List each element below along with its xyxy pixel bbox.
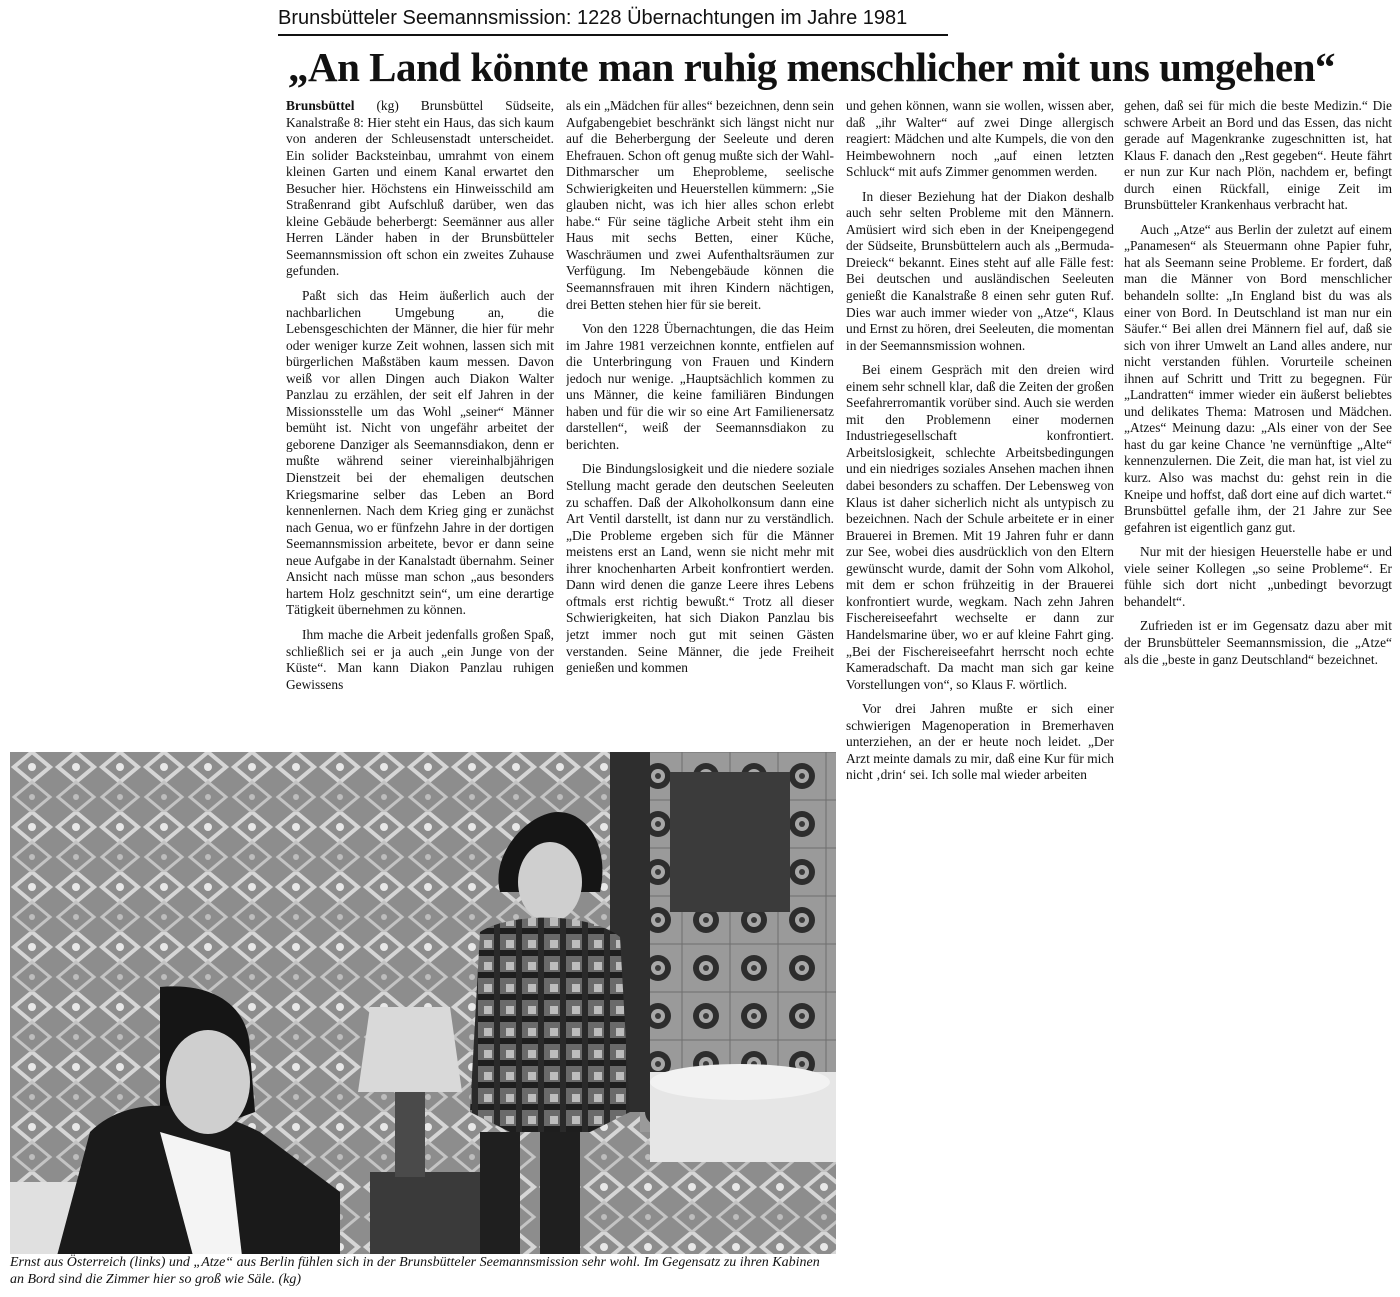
paragraph: als ein „Mädchen für alles“ bezeichnen, denn sein Aufgabengebiet beschränkt sich längst nicht nur auf die Beherbergung der Seeleute und deren Ehefrauen. Schon oft genug mußte sich der Wahl-Dithmarscher um Eheprobleme, seelische Schwierigkeiten und Heuerstellen kümmern: „Sie glauben nicht, was ich hier alles schon erlebt habe.“ Für seine tägliche Arbeit steht ihm ein Haus mit sechs Betten, einer Küche, Waschräumen und zwei Aufenthaltsräumen zur Verfügung. Im Nebengebäude können die Seemannsfrauen mit ihren Kindern nächtigen, drei Betten stehen hier für sie bereit. bbox=[566, 98, 834, 312]
article-column-4 bbox=[1124, 98, 1392, 758]
dateline: Brunsbüttel bbox=[286, 98, 355, 113]
paragraph bbox=[286, 98, 554, 280]
paragraph: Nur mit der hiesigen Heuerstelle habe er und viele seiner Kollegen „so seine Probleme“. Er fühle sich dort nicht „unbedingt bevorzugt behandelt“. bbox=[1124, 544, 1392, 609]
paragraph: gehen, daß sei für mich die beste Medizin.“ Die schwere Arbeit an Bord und das Essen, das nicht gerade auf Magenkranke zugeschnitten ist, hat Klaus F. danach den „Rest gegeben“. Heute fährt er nun zur Kur nach Plön, nachdem er, befingt durch einen Rückfall, einige Zeit im Brunsbütteler Krankenhaus verbracht hat. bbox=[1124, 98, 1392, 213]
photo-caption: Ernst aus Österreich (links) und „Atze“ aus Berlin fühlen sich in der Brunsbütteler Seemannsmission sehr wohl. Im Gegensatz zu ihren Kabinen an Bord sind die Zimmer hier so groß wie Säle. (kg) bbox=[10, 1254, 836, 1294]
paragraph: Bei einem Gespräch mit den dreien wird einem sehr schnell klar, daß die Zeiten der großen Seefahrerromantik vorüber sind. Auch sie werden mit den Problemenn einer modernen Industriegesellschaft konfrontiert. Arbeitslosigkeit, schlechte Arbeitsbedingungen und ein niedriges soziales Ansehen machen ihnen dabei besonders zu schaffen. Der Lebensweg von Klaus ist daher sicherlich nicht als untypisch zu bezeichnen. Nach der Schule arbeitete er in einer Brauerei in Bremen. Mit 19 Jahren fuhr er dann zur See, wobei dies ausdrücklich von den Eltern gewünscht wurde, damit der Sohn vom Alkohol, mit dem er schon frühzeitig in der Brauerei konfrontiert wurde, wegkam. Nach zehn Jahren Fischereiseefahrt wechselte er dann zur Handelsmarine über, wo er auf kleine Fahrt ging. „Bei der Fischereiseefahrt herrscht noch echte Kameradschaft. Da macht man sich gar keine Vorstellungen von“, so Klaus F. wörtlich. bbox=[846, 362, 1114, 692]
article-column-3 bbox=[846, 98, 1114, 898]
paragraph: Paßt sich das Heim äußerlich auch der nachbarlichen Umgebung an, die Lebensgeschichten der Männer, die hier für mehr oder weniger kurze Zeit wohnen, lassen sich mit bürgerlichen Maßstäben kaum messen. Davon weiß vor allen Dingen auch Diakon Walter Panzlau zu erzählen, der seit elf Jahren in der Missionsstelle um das Wohl „seiner“ Männer bemüht ist. Nicht von ungefähr arbeitet der geborene Danziger als Seemannsdiakon, denn er mußte während seiner viereinhalbjährigen Dienstzeit bei der ehemaligen deutschen Kriegsmarine selber das Leben an Bord kennenlernen. Nach dem Krieg ging er zunächst nach Genua, wo er fünfzehn Jahre in der dortigen Seemannsmission arbeitete, bevor er dann seine neue Aufgabe in der Kanalstadt übernahm. Seiner Ansicht nach müsse man schon „aus besonders hartem Holz geschnitzt sein“, um eine derartige Tätigkeit übernehmen zu können. bbox=[286, 288, 554, 618]
headline: „An Land könnte man ruhig menschlicher mit uns umgehen“ bbox=[288, 44, 1336, 90]
paragraph: Die Bindungslosigkeit und die niedere soziale Stellung macht gerade den deutschen Seeleuten zu schaffen. Daß der Alkoholkonsum dann eine Art Ventil darstellt, ist dann nur zu verständlich. „Die Probleme ergeben sich für die Männer meistens erst an Land, wenn sie nicht mehr mit ihrer knochenharten Arbeit konfrontiert werden. Dann wird denen die ganze Leere ihres Lebens oftmals erst richtig bewußt.“ Trotz all dieser Schwierigkeiten, hat sich Diakon Panzlau bis jetzt immer noch gut mit seinen Gästen verstanden. Seine Männer, die jede Freiheit genießen und kommen bbox=[566, 461, 834, 676]
article-column-2 bbox=[566, 98, 834, 743]
paragraph: In dieser Beziehung hat der Diakon deshalb auch sehr selten Probleme mit den Männern. Amüsiert wird sich eben in der Kneipengegend der Südseite, Brunsbüttelern auch als „Bermuda-Dreieck“ bekannt. Eines steht auf alle Fälle fest: Bei deutschen und ausländischen Seeleuten genießt die Kanalstraße 8 einen sehr guten Ruf. Dies war auch immer wieder von „Atze“, Klaus und Ernst zu hören, drei Seeleuten, die momentan in der Seemannsmission wohnen. bbox=[846, 188, 1114, 353]
paragraph: und gehen können, wann sie wollen, wissen aber, daß „ihr Walter“ auf zwei Dinge allergisch reagiert: Mädchen und alte Kumpels, die von den Heimbewohnern noch „auf einen letzten Schluck“ mit aufs Zimmer genommen werden. bbox=[846, 98, 1114, 180]
article-column-1 bbox=[286, 98, 554, 743]
paragraph: Auch „Atze“ aus Berlin der zuletzt auf einem „Panamesen“ als Steuermann ohne Papier fuhr, hat als Seemann seine Probleme. Er fordert, daß man die Männer von Bord menschlicher behandeln sollte: „In England bist du was als einer von Bord. In Deutschland ist man nur ein Säufer.“ Bei allen drei Männern fiel auf, daß sie sich von ihrer Umwelt an Land alles andere, nur nicht verstanden fühlen. Vorurteile scheinen ihnen auf Schritt und Tritt zu begegnen. Für „Landratten“ immer wieder ein äußerst beliebtes und delikates Thema: Matrosen und Mädchen. „Atzes“ Meinung dazu: „Als einer von der See hast du gar keine Chance 'ne vernünftige „Alte“ kennenzulernen. Die Zeit, die man hat, ist viel zu kurz. Also was machst du: gehst rein in die Kneipe und hoffst, daß dort eine auf dich wartet.“ Brunsbüttel gefalle ihm, der 21 Jahre zur See gefahren ist eigentlich ganz gut. bbox=[1124, 221, 1392, 535]
paragraph: Ihm mache die Arbeit jedenfalls großen Spaß, schließlich sei er ja auch „ein Junge von der Küste“. Man kann Diakon Panzlau ruhigen Gewissens bbox=[286, 626, 554, 692]
paragraph-text: (kg) Brunsbüttel Südseite, Kanalstraße 8: Hier steht ein Haus, das sich kaum von anderen der Schleusenstadt unterscheidet. Ein solider Backsteinbau, umrahmt von einem kleinen Garten und einem Kanal erwartet den Besucher hier. Höchstens ein Hinweisschild am Straßenrand gibt Aufschluß darüber, wen das kleine Gebäude beherbergt: Seemänner aus aller Herren Länder haben in der Brunsbütteler Seemannsmission oft schon ein zweites Zuhause gefunden. bbox=[286, 98, 554, 279]
paragraph: Zufrieden ist er im Gegensatz dazu aber mit der Brunsbütteler Seemannsmission, die „Atze“ als die „beste in ganz Deutschland“ bezeichnet. bbox=[1124, 618, 1392, 667]
article-photo bbox=[10, 752, 836, 1282]
kicker-line: Brunsbütteler Seemannsmission: 1228 Übernachtungen im Jahre 1981 bbox=[278, 4, 948, 36]
paragraph: Vor drei Jahren mußte er sich einer schwierigen Magenoperation in Bremerhaven unterziehen, an der er heute noch leidet. „Der Arzt meinte damals zu mir, daß eine Kur für mich nicht ‚drin‘ sei. Ich solle mal wieder arbeiten bbox=[846, 701, 1114, 783]
photo-illustration bbox=[10, 752, 836, 1282]
paragraph: Von den 1228 Übernachtungen, die das Heim im Jahre 1981 verzeichnen konnte, entfielen auf die Unterbringung von Frauen und Kindern jedoch nur wenige. „Hauptsächlich kommen zu uns Männer, die keine familiären Bindungen haben und für die wir so eine Art Familienersatz darstellen“, weiß der Seemannsdiakon zu berichten. bbox=[566, 321, 834, 452]
